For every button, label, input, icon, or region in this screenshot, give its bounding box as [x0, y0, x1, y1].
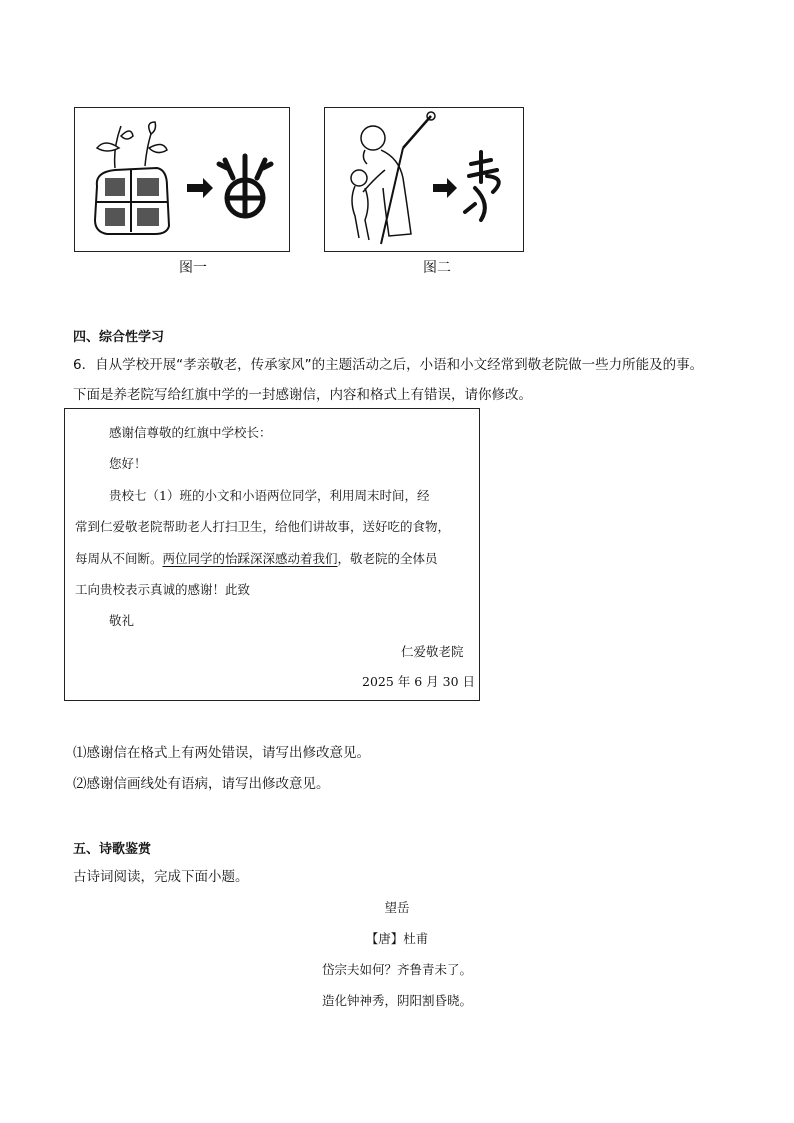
letter-text: ，敬老院的全体员: [337, 551, 438, 566]
letter-greeting: 您好！: [109, 456, 147, 471]
sprout-drawing: [97, 122, 167, 168]
question-6-line-2: 下面是养老院写给红旗中学的一封感谢信，内容和格式上有错误，请你修改。: [73, 387, 532, 403]
ancient-character-glyph: [219, 156, 271, 216]
letter-body-line-1: 贵校七（1）班的小文和小语两位同学，利用周末时间，经: [109, 488, 430, 503]
underlined-sentence: 两位同学的怡踩深深感动着我们: [162, 551, 338, 566]
elder-and-child-drawing: [351, 112, 435, 244]
figure-1: [74, 107, 290, 252]
section-4-title: 四、综合性学习: [73, 330, 165, 345]
letter-date: 2025 年 6 月 30 日: [362, 674, 476, 689]
section-5-intro: 古诗词阅读，完成下面小题。: [73, 869, 249, 885]
figure-2: [324, 107, 524, 252]
figure-2-illustration: [325, 108, 523, 251]
letter-body-line-4: 工向贵校表示真诚的感谢！此致: [75, 582, 251, 597]
question-6-line-1: 6．自从学校开展“孝亲敬老，传承家风”的主题活动之后，小语和小文经常到敬老院做一些力所能及的事。: [73, 357, 704, 373]
section-5-title: 五、诗歌鉴赏: [73, 842, 152, 857]
poem-line-2: 造化钟神秀，阴阳割昏晓。: [321, 993, 472, 1008]
arrow-icon: [187, 178, 213, 198]
poem-title: 望岳: [384, 900, 410, 915]
ancient-character-glyph: [465, 152, 499, 220]
letter-heading: 感谢信尊敬的红旗中学校长：: [109, 425, 272, 440]
thank-you-letter: [64, 408, 480, 701]
poem-author: 【唐】杜甫: [365, 931, 429, 946]
figure-2-caption: 图二: [423, 260, 451, 276]
poem-line-1: 岱宗夫如何？齐鲁青未了。: [321, 962, 472, 977]
sub-question-2: ⑵感谢信画线处有语病，请写出修改意见。: [73, 776, 330, 792]
figure-1-illustration: [75, 108, 289, 251]
letter-closing: 敬礼: [109, 613, 135, 628]
letter-body-line-3: [75, 549, 438, 567]
letter-signature: 仁爱敬老院: [401, 644, 464, 659]
figure-1-caption: 图一: [179, 260, 207, 276]
letter-text: 每周从不间断。: [75, 551, 163, 566]
letter-body-line-2: 常到仁爱敬老院帮助老人打扫卫生，给他们讲故事，送好吃的食物，: [75, 519, 451, 534]
field-drawing: [95, 168, 169, 234]
arrow-icon: [433, 178, 457, 198]
sub-question-1: ⑴感谢信在格式上有两处错误，请写出修改意见。: [73, 745, 370, 761]
